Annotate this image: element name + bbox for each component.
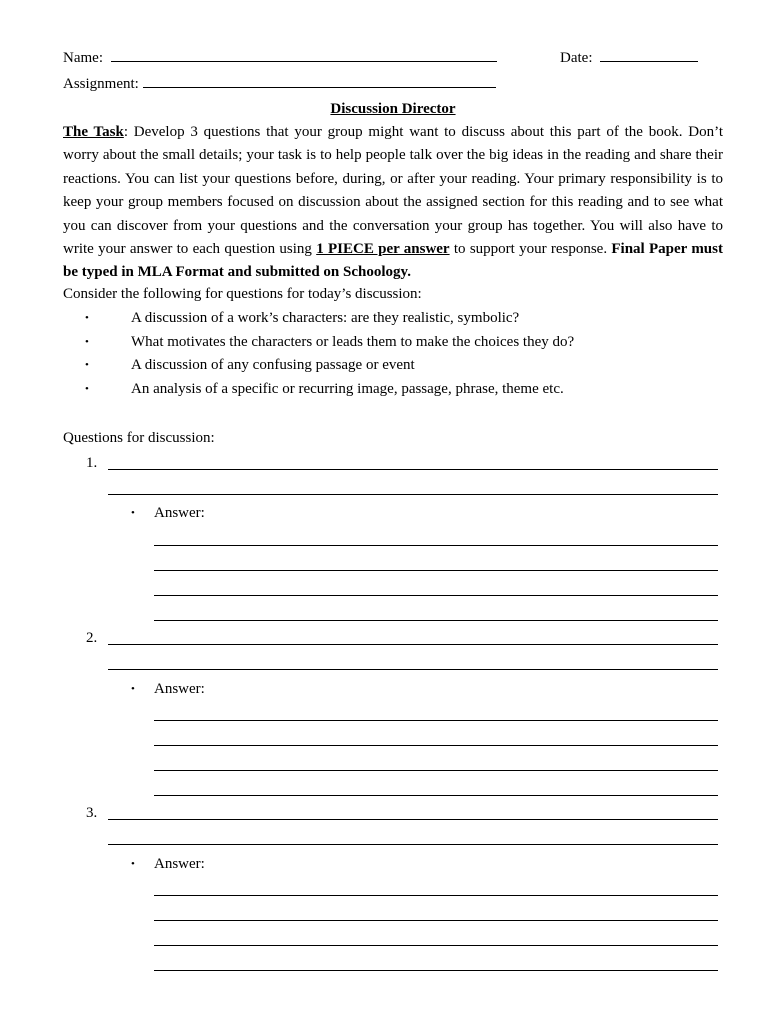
date-label: Date: xyxy=(560,50,593,66)
bullet-icon: • xyxy=(131,858,135,870)
consider-list xyxy=(63,308,723,402)
answer-2-line-4[interactable] xyxy=(154,795,718,796)
date-row xyxy=(560,46,698,66)
question-3-answer-label: Answer: xyxy=(154,856,205,872)
list-item xyxy=(63,355,723,379)
task-text-1: : Develop 3 questions that your group might want to discuss about this part of the book. Don’t worry about the small details; your task is to help people talk over the big ideas in the reading and share their reactions. You can list your questions before, during, or after your reading. Your primary responsibility is to keep your group members focused on discussion about the assigned section for this reading and to see what you can discover from your questions and the conversation your group has together. You will also have to write your answer to each question using xyxy=(63,124,723,258)
question-2-line-2[interactable] xyxy=(108,669,718,670)
question-1-line-1[interactable] xyxy=(108,469,718,470)
name-row xyxy=(63,46,497,66)
bullet-icon: • xyxy=(85,382,89,395)
question-3-line-1[interactable] xyxy=(108,819,718,820)
date-field[interactable] xyxy=(600,46,698,62)
task-final-note: Final Paper must be typed in MLA Format and submitted on Schoology. xyxy=(63,241,723,281)
answer-1-line-1[interactable] xyxy=(154,545,718,546)
list-item-text: A discussion of a work’s characters: are they realistic, symbolic? xyxy=(131,310,520,326)
assignment-label: Assignment: xyxy=(63,76,139,92)
question-2-number: 2. xyxy=(86,630,98,646)
list-item-text: What motivates the characters or leads them to make the choices they do? xyxy=(131,333,575,350)
answer-3-line-1[interactable] xyxy=(154,895,718,896)
question-2-answer-label: Answer: xyxy=(154,681,205,697)
name-label: Name: xyxy=(63,50,103,66)
assignment-field[interactable] xyxy=(143,72,496,88)
list-item-text: An analysis of a specific or recurring image, passage, phrase, theme etc. xyxy=(131,380,564,397)
task-text-2: to support your response. xyxy=(449,241,612,258)
task-lead: The Task xyxy=(63,124,124,140)
bullet-icon: • xyxy=(85,359,89,371)
answer-3-line-4[interactable] xyxy=(154,970,718,971)
task-paragraph xyxy=(63,121,723,285)
page-title: Discussion Director xyxy=(330,101,456,117)
bullet-icon: • xyxy=(85,335,89,348)
question-3-line-2[interactable] xyxy=(108,844,718,845)
list-item xyxy=(63,332,723,356)
name-field[interactable] xyxy=(111,46,497,62)
list-item-text: A discussion of any confusing passage or event xyxy=(131,357,415,373)
answer-2-line-3[interactable] xyxy=(154,770,718,771)
answer-3-line-3[interactable] xyxy=(154,945,718,946)
answer-1-line-4[interactable] xyxy=(154,620,718,621)
answer-1-line-2[interactable] xyxy=(154,570,718,571)
assignment-row xyxy=(63,72,496,92)
task-piece: 1 PIECE per answer xyxy=(316,241,450,258)
question-1-line-2[interactable] xyxy=(108,494,718,495)
bullet-icon: • xyxy=(131,683,135,695)
bullet-icon: • xyxy=(131,507,135,519)
answer-1-line-3[interactable] xyxy=(154,595,718,596)
list-item xyxy=(63,379,723,403)
answer-3-line-2[interactable] xyxy=(154,920,718,921)
question-1-answer-label: Answer: xyxy=(154,505,205,521)
answer-2-line-1[interactable] xyxy=(154,720,718,721)
consider-intro: Consider the following for questions for today’s discussion: xyxy=(63,286,422,302)
bullet-icon: • xyxy=(85,312,89,324)
question-3-number: 3. xyxy=(86,805,98,821)
question-2-line-1[interactable] xyxy=(108,644,718,645)
list-item xyxy=(63,308,723,332)
answer-2-line-2[interactable] xyxy=(154,745,718,746)
questions-heading: Questions for discussion: xyxy=(63,430,215,446)
question-1-number: 1. xyxy=(86,455,98,471)
